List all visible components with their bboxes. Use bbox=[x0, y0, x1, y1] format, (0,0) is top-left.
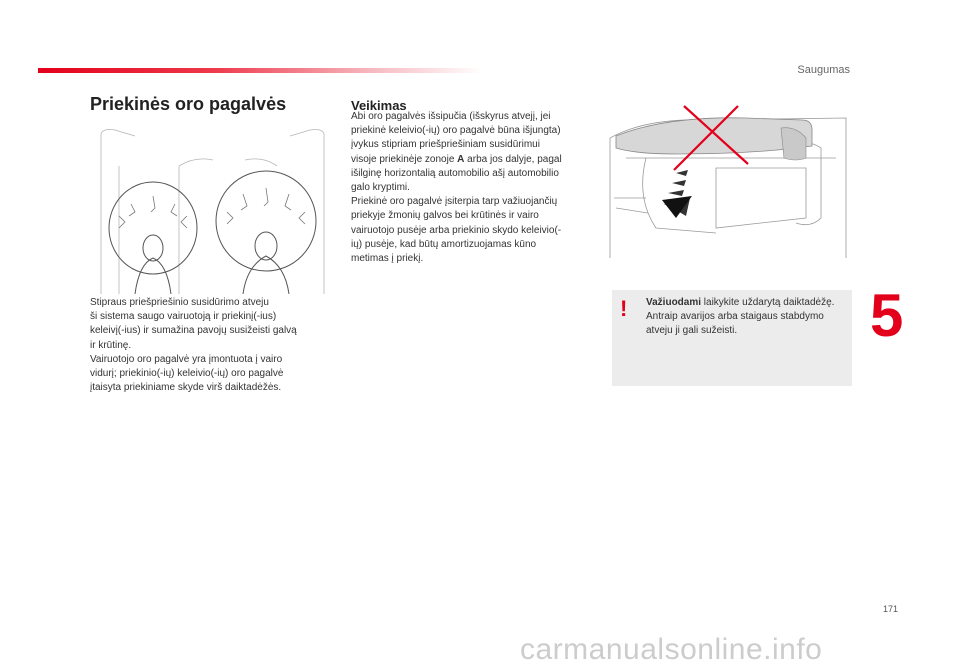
section-heading-operation: Veikimas bbox=[351, 98, 407, 113]
zone-letter: A bbox=[457, 153, 465, 165]
chapter-number: 5 bbox=[870, 282, 904, 349]
warning-box bbox=[612, 290, 852, 386]
watermark: carmanualsonline.info bbox=[520, 633, 823, 666]
page-title: Priekinės oro pagalvės bbox=[90, 94, 287, 114]
warning-bold-word: Važiuodami bbox=[646, 297, 702, 308]
operation-text-part1: Abi oro pagalvės išsipučia (išskyrus atvejį, jei priekinė keleivio(-ių) oro pagalvė būna išjungta) įvykus stipriam priešpriešiniam susidūrimui visoje priekinėje zonoje bbox=[351, 111, 561, 165]
operation-text-part2: arba jos dalyje, pagal išilginę horizontalią automobilio ašį automobilio galo kryptimi. Priekinė oro pagalvė įsiterpia tarp važiuojančių priekyje žmonių galvos bei krūtinės ir vairo vairuotojo pusėje arba priekinio skydo keleivio(- ių) pusėje, kad būtų amortizuojamas kūno metimas į priekį. bbox=[351, 153, 562, 265]
intro-paragraph: Stipraus priešpriešinio susidūrimo atveju ši sistema saugo vairuotoją ir priekinį(-ius) keleivį(-ius) ir sumažina pavojų susižeisti galvą ir krūtinę. Vairuotojo oro pagalvė yra įmontuota į vairo vidurį; priekinio(-ių) keleivio(-ių) oro pagalvė įtaisyta priekiniame skyde virš daiktadėžės. bbox=[90, 297, 297, 394]
warning-text bbox=[646, 296, 846, 338]
warning-body: laikykite uždarytą daiktadėžę. Antraip avarijos arba staigaus stabdymo atveju ji gali sužeisti. bbox=[646, 297, 835, 336]
warning-icon: ! bbox=[620, 296, 628, 321]
airbag-illustration bbox=[95, 126, 330, 294]
section-title: Saugumas bbox=[797, 64, 850, 76]
dashboard-glovebox-illustration bbox=[606, 98, 852, 258]
operation-paragraph bbox=[351, 110, 596, 266]
header-accent-bar bbox=[38, 68, 483, 73]
page-number: 171 bbox=[882, 604, 898, 614]
